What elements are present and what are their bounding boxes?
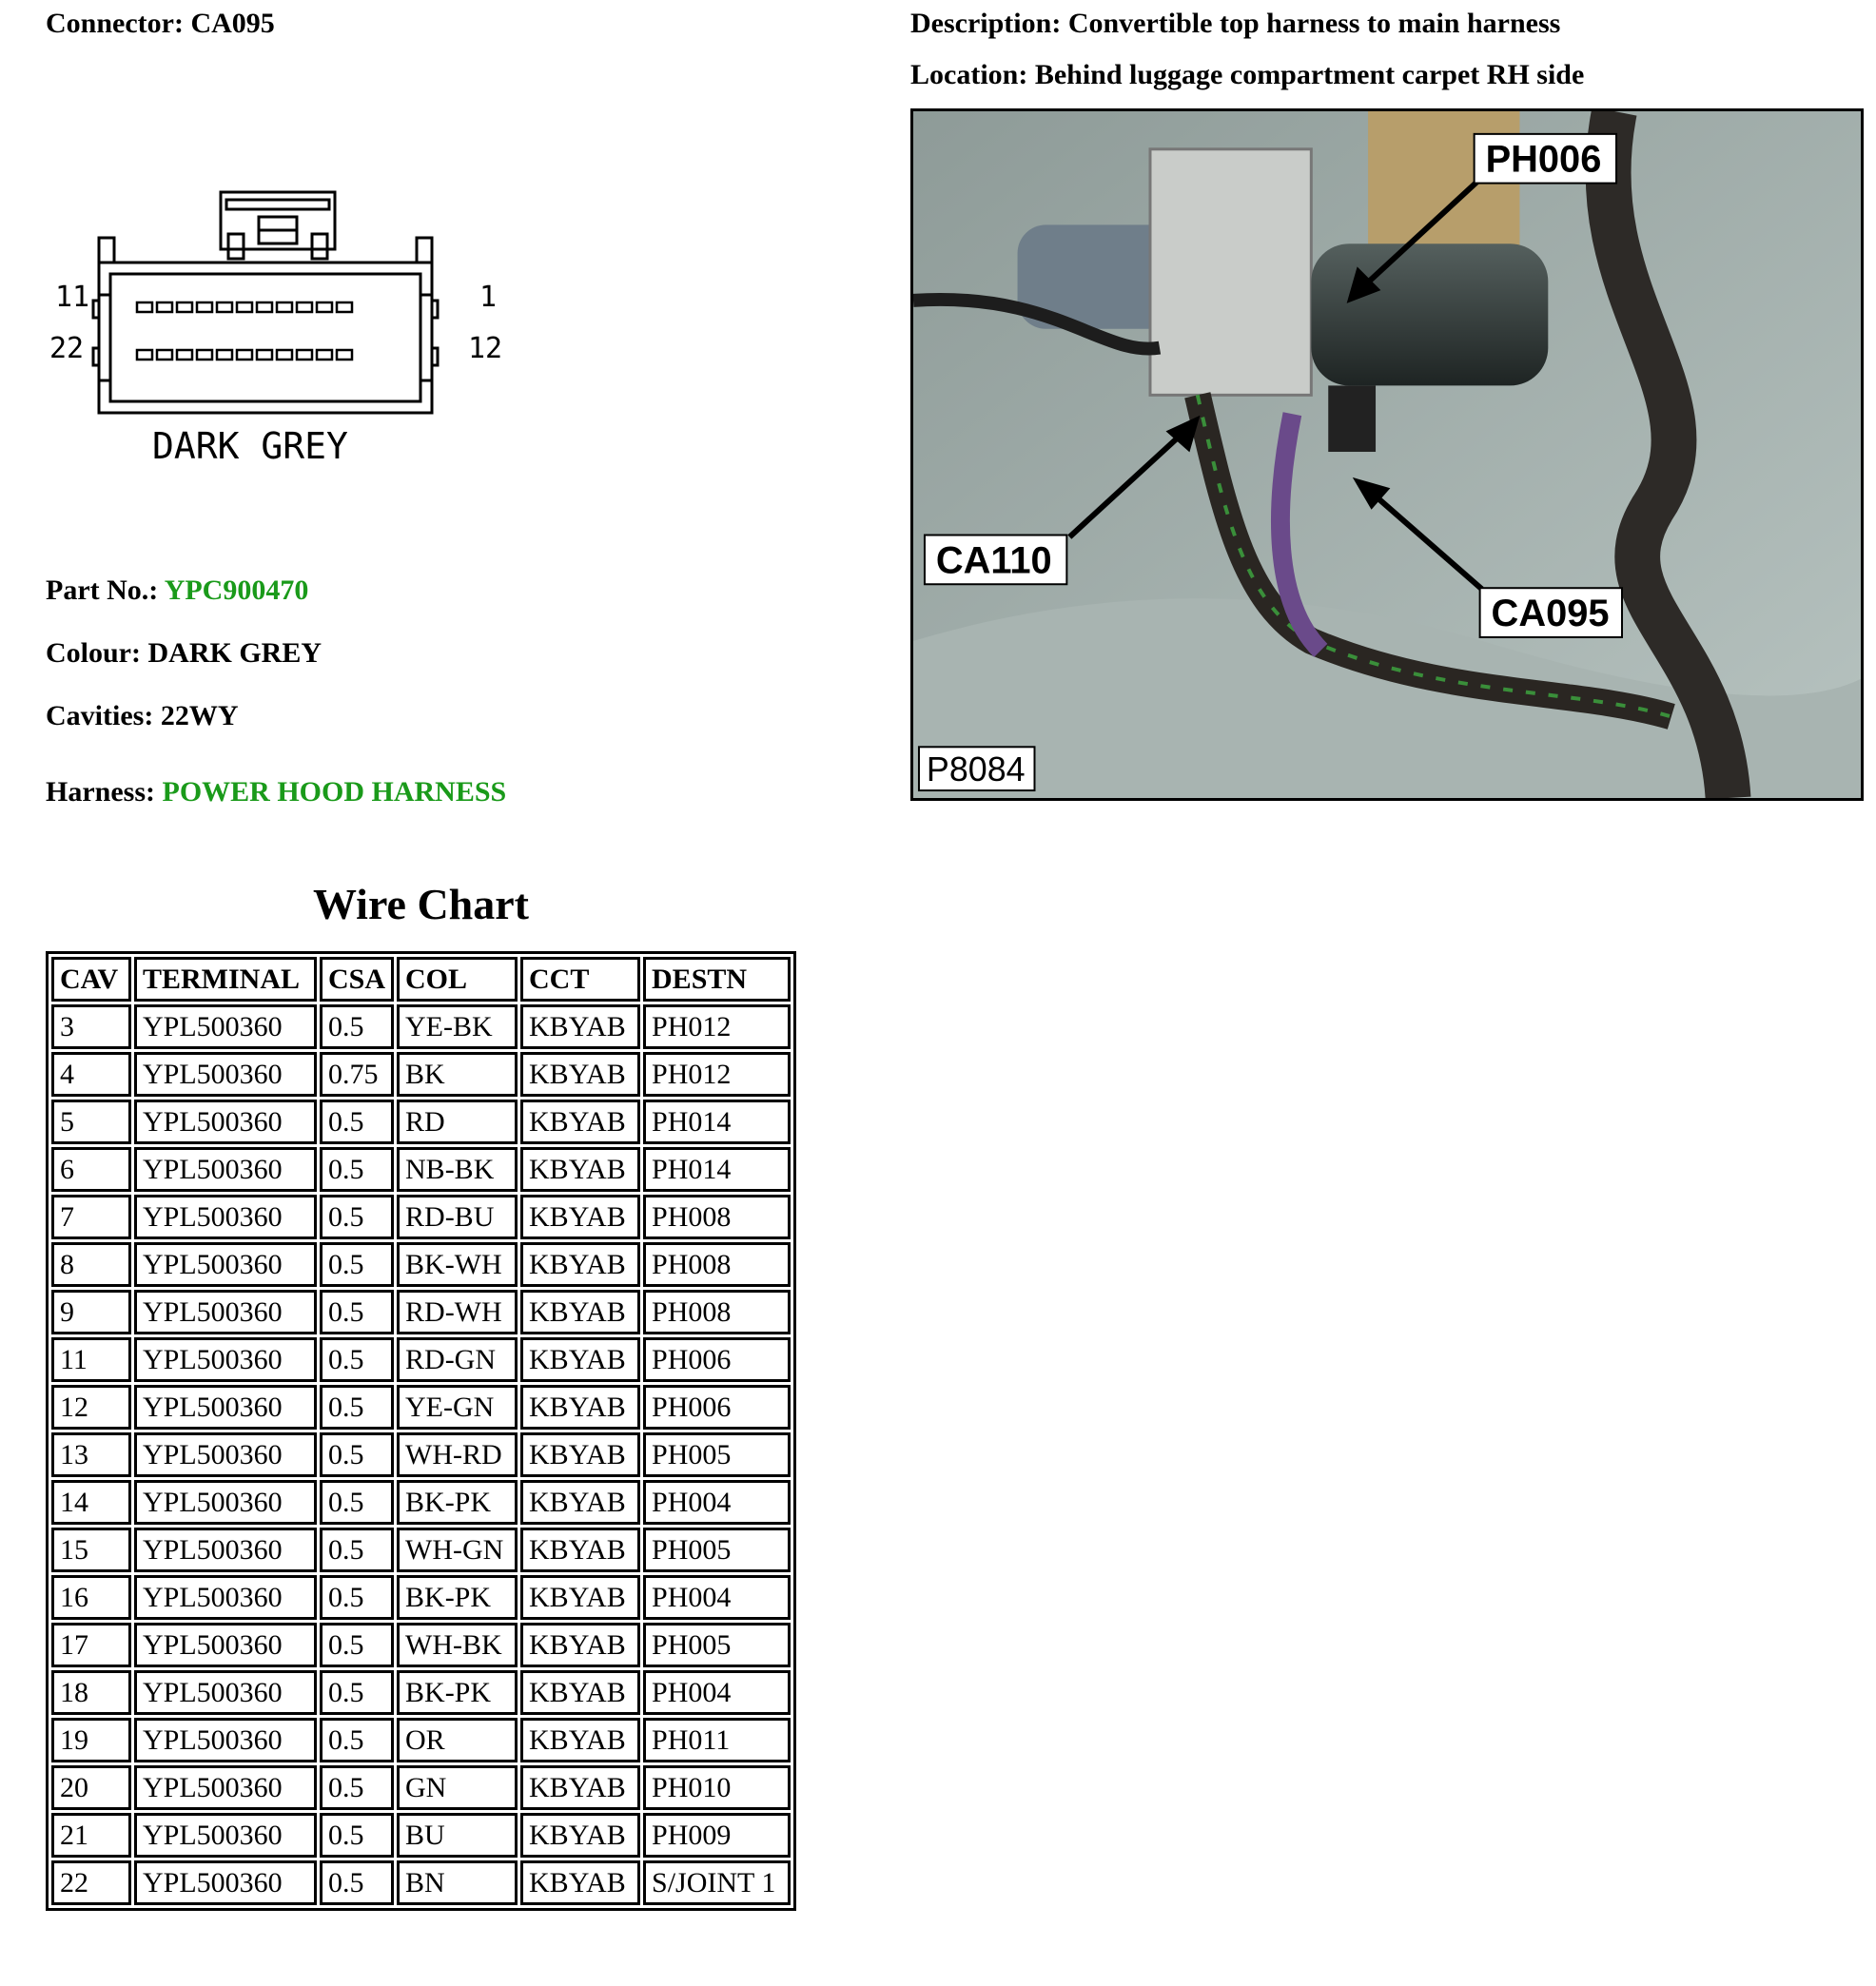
table-row	[51, 1718, 791, 1762]
cavity-slot	[257, 350, 272, 360]
cavity-slot	[277, 350, 292, 360]
header-terminal: TERMINAL	[134, 957, 317, 1002]
cavity-slot	[197, 350, 212, 360]
table-row	[51, 1147, 791, 1192]
cell-csa: 0.5	[320, 1575, 394, 1620]
cell-cav: 19	[51, 1718, 131, 1762]
cell-cct: KBYAB	[520, 1528, 640, 1572]
cell-destn: PH006	[643, 1385, 791, 1430]
cell-csa: 0.5	[320, 1480, 394, 1525]
cell-terminal: YPL500360	[134, 1337, 317, 1382]
cell-csa: 0.5	[320, 1242, 394, 1287]
table-row	[51, 1575, 791, 1620]
cell-col: RD	[397, 1100, 518, 1144]
cavity-slot	[277, 302, 292, 312]
cell-col: BK	[397, 1052, 518, 1097]
cell-cct: KBYAB	[520, 1575, 640, 1620]
cell-csa: 0.5	[320, 1100, 394, 1144]
cell-cav: 12	[51, 1385, 131, 1430]
cell-col: RD-WH	[397, 1290, 518, 1334]
callout-ph006: PH006	[1485, 138, 1602, 181]
table-row	[51, 1765, 791, 1810]
cavity-slot	[137, 350, 152, 360]
cell-col: WH-RD	[397, 1432, 518, 1477]
harness-link[interactable]: POWER HOOD HARNESS	[162, 776, 507, 808]
cell-terminal: YPL500360	[134, 1575, 317, 1620]
connector-heading	[46, 8, 275, 40]
table-row	[51, 1242, 791, 1287]
cell-terminal: YPL500360	[134, 1623, 317, 1667]
table-row	[51, 1100, 791, 1144]
cavity-slot	[237, 350, 252, 360]
location-label: Location:	[910, 59, 1028, 90]
cell-cct: KBYAB	[520, 1813, 640, 1858]
header-csa: CSA	[320, 957, 394, 1002]
table-header-row	[51, 957, 791, 1002]
cell-cav: 3	[51, 1004, 131, 1049]
cell-cct: KBYAB	[520, 1670, 640, 1715]
cell-col: BK-PK	[397, 1670, 518, 1715]
cavity-slot	[157, 302, 172, 312]
location-heading	[910, 59, 1584, 91]
cell-terminal: YPL500360	[134, 1195, 317, 1239]
cell-terminal: YPL500360	[134, 1242, 317, 1287]
cavity-slot	[237, 302, 252, 312]
cell-destn: PH004	[643, 1670, 791, 1715]
cell-col: NB-BK	[397, 1147, 518, 1192]
cell-destn: PH009	[643, 1813, 791, 1858]
cavity-slot	[297, 302, 312, 312]
cell-terminal: YPL500360	[134, 1528, 317, 1572]
table-row	[51, 1290, 791, 1334]
cell-terminal: YPL500360	[134, 1385, 317, 1430]
cell-csa: 0.5	[320, 1290, 394, 1334]
cell-cct: KBYAB	[520, 1195, 640, 1239]
header-destn: DESTN	[643, 957, 791, 1002]
cell-csa: 0.5	[320, 1813, 394, 1858]
cell-csa: 0.5	[320, 1004, 394, 1049]
cell-cct: KBYAB	[520, 1147, 640, 1192]
cavities-label: Cavities:	[46, 700, 154, 731]
cell-cct: KBYAB	[520, 1242, 640, 1287]
cell-terminal: YPL500360	[134, 1480, 317, 1525]
cell-csa: 0.5	[320, 1432, 394, 1477]
harness-label: Harness:	[46, 776, 155, 808]
cell-col: BU	[397, 1813, 518, 1858]
cavity-slot	[297, 350, 312, 360]
cell-col: WH-BK	[397, 1623, 518, 1667]
cell-csa: 0.5	[320, 1147, 394, 1192]
wire-chart-title: Wire Chart	[313, 880, 529, 928]
cell-cav: 5	[51, 1100, 131, 1144]
cell-destn: PH012	[643, 1004, 791, 1049]
cell-csa: 0.5	[320, 1670, 394, 1715]
cavity-slot	[337, 302, 352, 312]
table-row	[51, 1860, 791, 1905]
pin-label-1: 1	[479, 281, 498, 314]
table-row	[51, 1004, 791, 1049]
cell-terminal: YPL500360	[134, 1432, 317, 1477]
cell-destn: PH008	[643, 1195, 791, 1239]
callout-ca110: CA110	[935, 539, 1052, 582]
cell-terminal: YPL500360	[134, 1052, 317, 1097]
cell-col: WH-GN	[397, 1528, 518, 1572]
location-value: Behind luggage compartment carpet RH side	[1034, 59, 1585, 90]
cell-terminal: YPL500360	[134, 1670, 317, 1715]
cell-destn: S/JOINT 1	[643, 1860, 791, 1905]
cell-terminal: YPL500360	[134, 1290, 317, 1334]
cell-destn: PH005	[643, 1528, 791, 1572]
cell-csa: 0.5	[320, 1528, 394, 1572]
table-row	[51, 1813, 791, 1858]
cell-cav: 17	[51, 1623, 131, 1667]
cavity-slot	[137, 302, 152, 312]
cell-col: BK-PK	[397, 1575, 518, 1620]
colour-row	[46, 637, 322, 670]
pin-label-11: 11	[55, 281, 90, 314]
cell-cct: KBYAB	[520, 1004, 640, 1049]
cell-cct: KBYAB	[520, 1480, 640, 1525]
cell-csa: 0.5	[320, 1718, 394, 1762]
cavity-slot	[317, 302, 332, 312]
cell-csa: 0.5	[320, 1195, 394, 1239]
part-no-label: Part No.:	[46, 574, 159, 606]
cavity-slot	[257, 302, 272, 312]
cell-col: OR	[397, 1718, 518, 1762]
photo-ref: P8084	[926, 750, 1026, 789]
cavity-slot	[157, 350, 172, 360]
cell-destn: PH008	[643, 1290, 791, 1334]
header-cav: CAV	[51, 957, 131, 1002]
description-heading	[910, 8, 1560, 40]
cell-cav: 22	[51, 1860, 131, 1905]
table-row	[51, 1528, 791, 1572]
description-label: Description:	[910, 8, 1062, 39]
table-row	[51, 1670, 791, 1715]
cell-destn: PH004	[643, 1480, 791, 1525]
wire-chart-table	[46, 951, 796, 1911]
pin-label-12: 12	[468, 332, 503, 365]
cell-col: RD-GN	[397, 1337, 518, 1382]
cell-col: BK-WH	[397, 1242, 518, 1287]
cavity-slot	[337, 350, 352, 360]
table-row	[51, 1480, 791, 1525]
cell-col: BK-PK	[397, 1480, 518, 1525]
cell-col: YE-GN	[397, 1385, 518, 1430]
harness-row	[46, 776, 506, 808]
cavity-slot	[217, 302, 232, 312]
cavity-slot	[177, 302, 192, 312]
table-row	[51, 1432, 791, 1477]
location-photo	[910, 108, 1864, 801]
cell-cct: KBYAB	[520, 1765, 640, 1810]
cavity-slot	[217, 350, 232, 360]
cell-destn: PH006	[643, 1337, 791, 1382]
colour-label: Colour:	[46, 637, 141, 669]
cell-cav: 14	[51, 1480, 131, 1525]
cell-csa: 0.75	[320, 1052, 394, 1097]
cell-terminal: YPL500360	[134, 1813, 317, 1858]
header-col: COL	[397, 957, 518, 1002]
cell-terminal: YPL500360	[134, 1765, 317, 1810]
description-value: Convertible top harness to main harness	[1067, 8, 1561, 39]
callout-ca095: CA095	[1491, 593, 1610, 634]
cell-cav: 6	[51, 1147, 131, 1192]
cell-destn: PH014	[643, 1100, 791, 1144]
connector-diagram	[38, 181, 533, 485]
cell-destn: PH008	[643, 1242, 791, 1287]
cavities-value: 22WY	[160, 700, 239, 731]
cell-cct: KBYAB	[520, 1718, 640, 1762]
cell-terminal: YPL500360	[134, 1004, 317, 1049]
cell-col: YE-BK	[397, 1004, 518, 1049]
cell-col: GN	[397, 1765, 518, 1810]
cell-destn: PH010	[643, 1765, 791, 1810]
cavity-slot	[317, 350, 332, 360]
cell-destn: PH014	[643, 1147, 791, 1192]
cell-cct: KBYAB	[520, 1385, 640, 1430]
cell-cav: 18	[51, 1670, 131, 1715]
photo-illustration	[913, 111, 1861, 798]
cell-cct: KBYAB	[520, 1052, 640, 1097]
diagram-colour-label: DARK GREY	[152, 425, 348, 467]
connector-outline	[38, 181, 533, 485]
table-row	[51, 1623, 791, 1667]
part-no-row	[46, 574, 308, 607]
cell-csa: 0.5	[320, 1765, 394, 1810]
cell-terminal: YPL500360	[134, 1860, 317, 1905]
table-row	[51, 1337, 791, 1382]
cell-destn: PH011	[643, 1718, 791, 1762]
cell-cav: 4	[51, 1052, 131, 1097]
cell-cav: 11	[51, 1337, 131, 1382]
cavity-slot	[197, 302, 212, 312]
part-no-link[interactable]: YPC900470	[164, 574, 309, 606]
cell-csa: 0.5	[320, 1337, 394, 1382]
cell-cct: KBYAB	[520, 1337, 640, 1382]
cell-destn: PH012	[643, 1052, 791, 1097]
cell-cav: 16	[51, 1575, 131, 1620]
cell-cct: KBYAB	[520, 1290, 640, 1334]
cell-cav: 8	[51, 1242, 131, 1287]
cell-terminal: YPL500360	[134, 1100, 317, 1144]
cell-csa: 0.5	[320, 1860, 394, 1905]
cell-terminal: YPL500360	[134, 1718, 317, 1762]
cell-cct: KBYAB	[520, 1860, 640, 1905]
header-cct: CCT	[520, 957, 640, 1002]
table-row	[51, 1195, 791, 1239]
cavity-slot	[177, 350, 192, 360]
cell-cav: 7	[51, 1195, 131, 1239]
cell-destn: PH005	[643, 1432, 791, 1477]
cell-col: BN	[397, 1860, 518, 1905]
cell-csa: 0.5	[320, 1385, 394, 1430]
pin-label-22: 22	[49, 332, 85, 365]
connector-value: CA095	[190, 8, 275, 39]
cell-cav: 13	[51, 1432, 131, 1477]
table-row	[51, 1385, 791, 1430]
cell-cav: 21	[51, 1813, 131, 1858]
cell-cav: 15	[51, 1528, 131, 1572]
cell-destn: PH005	[643, 1623, 791, 1667]
cell-cav: 9	[51, 1290, 131, 1334]
table-row	[51, 1052, 791, 1097]
cell-col: RD-BU	[397, 1195, 518, 1239]
cell-cct: KBYAB	[520, 1432, 640, 1477]
colour-value: DARK GREY	[147, 637, 322, 669]
cavities-row	[46, 700, 238, 732]
cell-cav: 20	[51, 1765, 131, 1810]
connector-label: Connector:	[46, 8, 184, 39]
cell-terminal: YPL500360	[134, 1147, 317, 1192]
cell-cct: KBYAB	[520, 1100, 640, 1144]
cell-csa: 0.5	[320, 1623, 394, 1667]
cell-cct: KBYAB	[520, 1623, 640, 1667]
cell-destn: PH004	[643, 1575, 791, 1620]
